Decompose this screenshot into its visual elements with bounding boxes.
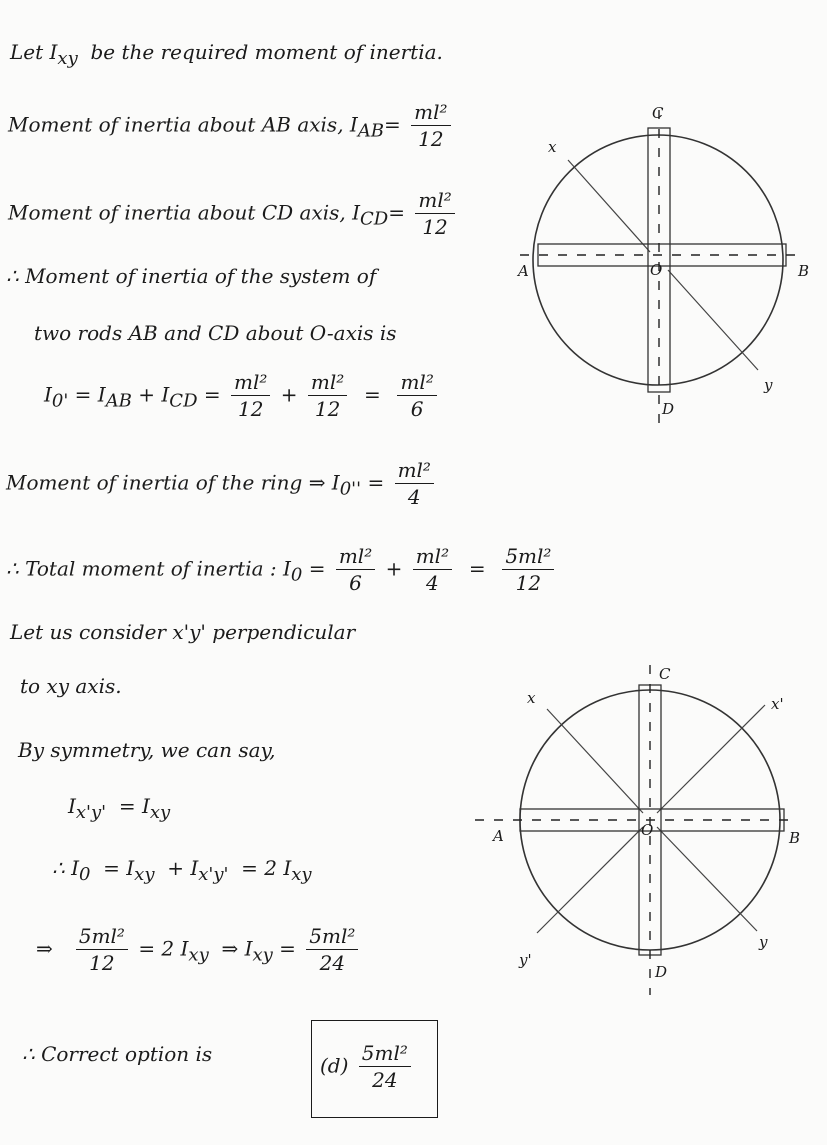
y-axis-line [668,270,758,370]
label-b: B [798,262,810,280]
label-y-prime: y' [519,951,532,969]
line-result: ⇒ $\frac{\text{5ml²}}{12}$ = 2 $I_{xy}$ ⇒ $I_{xy}$ = $\frac{\text{5ml²}}{24}$ [36,926,362,974]
label-b: B [789,829,801,847]
answer-content: (d) $\frac{\text{5ml²}}{24}$ [320,1043,415,1091]
label-c: C [659,665,671,683]
label-y: y [764,376,773,394]
line-correct-option: ∴ Correct option is [22,1042,213,1066]
line-i0-prime: $I_{0'} = I_{AB} + I_{CD}$ = $\frac{\text{ml²}}{12}$ + $\frac{\text{ml²}}{12}$ = $\frac{\text{ml²}}{6}$ [44,372,441,420]
label-a: A [493,827,504,845]
x-prime-axis-line [657,705,765,813]
y-prime-axis-line [537,827,643,933]
line-system: ∴ Moment of inertia of the system of [6,264,377,288]
x-axis-line [547,709,643,813]
line-i0-sum: ∴ $I_0 = I_{xy} + I_{x'y'} = 2$ $I_{xy}$ [52,856,312,885]
ring-circle [533,135,783,385]
line-moi-ab: Moment of inertia about AB axis, $I_{AB}=$ $\frac{\text{ml²}}{12}$ [8,102,455,150]
label-y: y [759,933,768,951]
label-d: D [662,400,675,418]
x-axis-line [568,160,650,252]
y-axis-line [657,827,757,931]
label-a: A [518,262,529,280]
line-moi-cd: Moment of inertia about CD axis, $I_{CD}=$ $\frac{\text{ml²}}{12}$ [8,190,459,238]
line-ring: Moment of inertia of the ring ⇒ $I_{0''}$ = $\frac{\text{ml²}}{4}$ [6,460,438,508]
line-to-xy: to xy axis. [20,674,122,698]
label-d: D [655,963,668,981]
answer-box [311,1020,438,1118]
label-o: O [650,261,663,279]
line-total: ∴ Total moment of inertia : $I_0$ = $\frac{\text{ml²}}{6}$ + $\frac{\text{ml²}}{4}$ = $\frac{\text{5ml²}}{12}$ [6,546,558,594]
line-ixy-equal: $I_{x'y'} = I_{xy}$ [68,794,171,823]
line-symmetry: By symmetry, we can say, [18,738,276,762]
label-o: O [641,821,654,839]
label-c: C [652,104,664,122]
label-x: x [548,138,557,156]
line-two-rods: two rods AB and CD about O-axis is [34,321,397,345]
line-consider: Let us consider x'y' perpendicular [10,620,356,644]
label-x: x [527,689,536,707]
label-x-prime: x' [771,695,784,713]
line-let-ixy: Let $I_{xy}$ be the required moment of inertia. [10,40,443,69]
figure-ring-rods-1 [520,100,820,430]
figure-ring-rods-2 [475,665,815,995]
